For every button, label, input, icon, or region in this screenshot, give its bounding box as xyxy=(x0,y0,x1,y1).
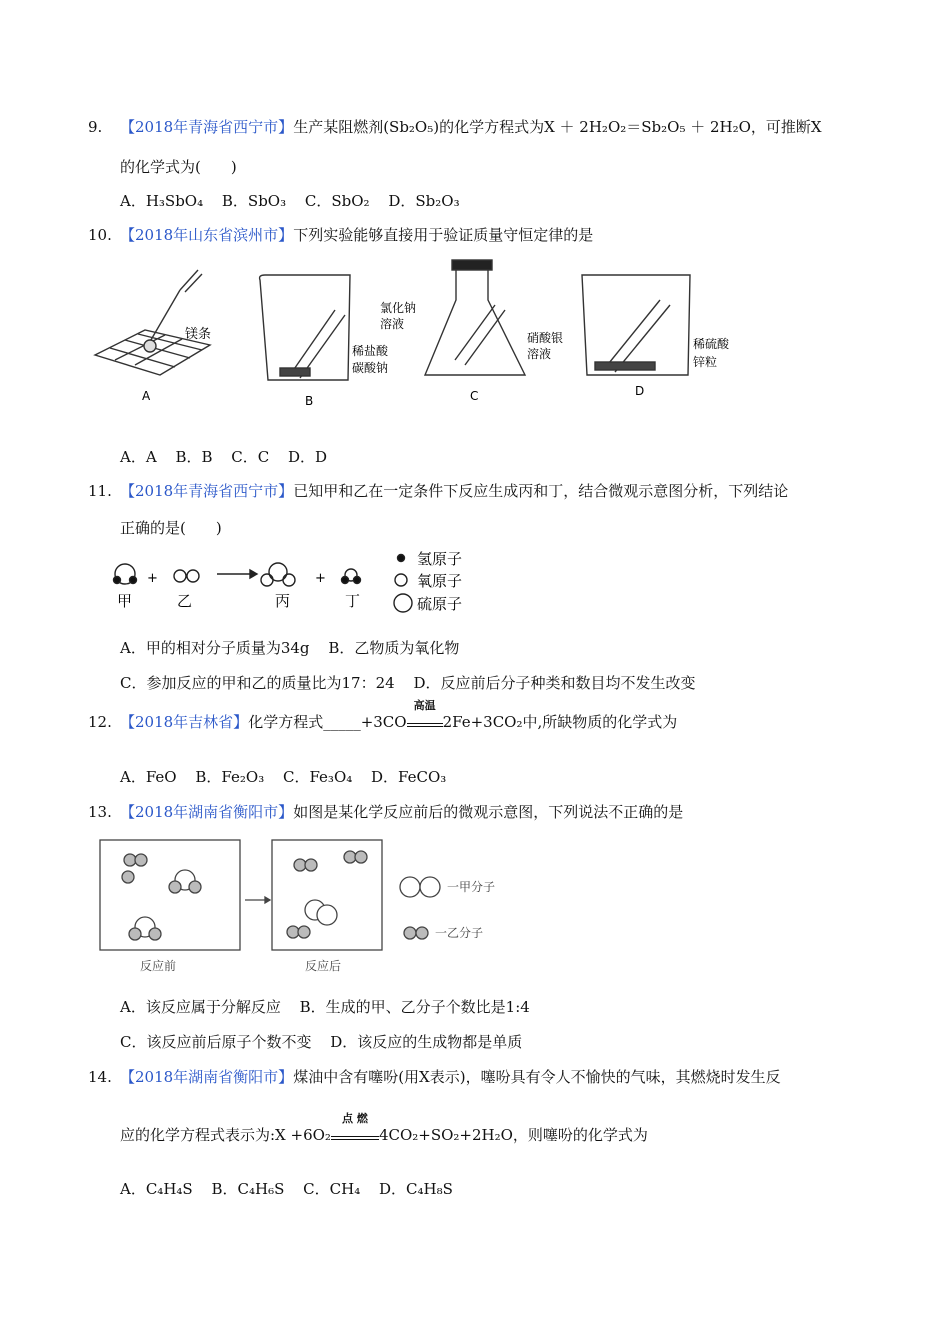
question-12-option-a[interactable]: A．FeO xyxy=(120,768,177,786)
question-13-option-a[interactable]: A．该反应属于分解反应 xyxy=(120,998,281,1016)
question-14-text-line1: 煤油中含有噻吩(用X表示)，噻吩具有令人不愉快的气味，其燃烧时发生反 xyxy=(293,1068,781,1086)
question-13-options-row2 xyxy=(120,1031,536,1053)
question-11-option-b[interactable]: B．乙物质为氧化物 xyxy=(328,639,460,657)
q11-plus-1: + xyxy=(147,571,158,586)
question-14-option-a[interactable]: A．C₄H₄S xyxy=(120,1180,193,1198)
question-14-option-b[interactable]: B．C₄H₆S xyxy=(211,1180,285,1198)
question-13-number: 13. xyxy=(88,803,112,821)
question-13-option-c[interactable]: C．该反应前后原子个数不变 xyxy=(120,1033,312,1051)
question-9-option-d[interactable]: D．Sb₂O₃ xyxy=(388,192,460,210)
question-14-equals-sign xyxy=(331,1112,379,1140)
q13-label-after: 反应后 xyxy=(305,959,342,973)
legend-oxygen: 氧原子 xyxy=(417,572,463,590)
apparatus-c-label1: 氯化钠 xyxy=(380,301,417,315)
question-11-text-line2: 正确的是( ) xyxy=(120,519,222,537)
question-9-number: 9. xyxy=(88,118,103,136)
question-12-option-d[interactable]: D．FeCO₃ xyxy=(371,768,447,786)
question-14-stem xyxy=(120,1066,781,1088)
question-14-number: 14. xyxy=(88,1068,112,1086)
question-12-option-b[interactable]: B．Fe₂O₃ xyxy=(195,768,265,786)
q13-label-before: 反应前 xyxy=(140,959,177,973)
question-13-stem xyxy=(120,801,683,823)
q11-label-yi: 乙 xyxy=(177,592,193,610)
question-12-text-before: 化学方程式_____+3CO xyxy=(248,713,407,731)
question-10-text-line1: 下列实验能够直接用于验证质量守恒定律的是 xyxy=(293,226,594,244)
question-9-text-line1: 生产某阻燃剂(Sb₂O₅)的化学方程式为X ＋ 2H₂O₂＝Sb₂O₅ ＋ 2H₂O，可推断X xyxy=(293,118,822,136)
apparatus-b xyxy=(260,275,350,380)
q11-label-jia: 甲 xyxy=(117,592,133,610)
apparatus-b-label1: 稀盐酸 xyxy=(352,344,389,358)
q13-legend-molecule-a: 一甲分子 xyxy=(447,880,496,894)
question-9-option-c[interactable]: C．SbO₂ xyxy=(304,192,370,210)
question-10-number: 10. xyxy=(88,226,112,244)
question-11-options-row1 xyxy=(120,637,473,659)
question-12-stem xyxy=(120,699,678,733)
question-11-option-c[interactable]: C．参加反应的甲和乙的质量比为17：24 xyxy=(120,674,395,692)
q11-label-bing: 丙 xyxy=(275,592,291,610)
apparatus-c-caption: C xyxy=(470,389,479,403)
apparatus-a xyxy=(95,270,210,375)
question-14-text-before: 应的化学方程式表示为:X +6O₂ xyxy=(120,1126,331,1144)
question-11-stem xyxy=(120,480,788,502)
question-9-option-b[interactable]: B．SbO₃ xyxy=(221,192,287,210)
question-12-number: 12. xyxy=(88,713,112,731)
question-11-option-d[interactable]: D．反应前后分子种类和数目均不发生改变 xyxy=(413,674,696,692)
apparatus-b-caption: B xyxy=(305,394,314,408)
question-13-figure xyxy=(95,835,525,980)
question-9-options xyxy=(120,190,474,212)
question-12-source: 【2018年吉林省】 xyxy=(120,713,249,731)
apparatus-a-label: 镁条 xyxy=(185,327,212,342)
question-14-condition: 点 燃 xyxy=(342,1112,368,1125)
question-11-options-row2 xyxy=(120,672,709,694)
question-14-text-after: 4CO₂+SO₂+2H₂O，则噻吩的化学式为 xyxy=(378,1126,648,1144)
question-14-options xyxy=(120,1178,467,1200)
q11-label-ding: 丁 xyxy=(345,592,361,610)
question-12-options xyxy=(120,766,460,788)
question-9-source: 【2018年青海省西宁市】 xyxy=(120,118,294,136)
question-13-source: 【2018年湖南省衡阳市】 xyxy=(120,803,294,821)
question-14-equation-line xyxy=(120,1112,648,1146)
legend-hydrogen: 氢原子 xyxy=(417,550,463,568)
question-11-source: 【2018年青海省西宁市】 xyxy=(120,482,294,500)
q11-plus-2: + xyxy=(315,571,326,586)
question-10-options xyxy=(120,446,341,468)
q13-legend-molecule-b: 一乙分子 xyxy=(435,926,484,940)
apparatus-d-caption: D xyxy=(635,384,645,398)
apparatus-c xyxy=(425,260,525,375)
question-10-option-a[interactable]: A．A xyxy=(120,448,157,466)
question-9-stem xyxy=(120,116,822,138)
question-10-option-c[interactable]: C．C xyxy=(231,448,270,466)
apparatus-c-label3: 硝酸银 xyxy=(527,331,564,345)
question-10-source: 【2018年山东省滨州市】 xyxy=(120,226,294,244)
question-14-source: 【2018年湖南省衡阳市】 xyxy=(120,1068,294,1086)
question-12-option-c[interactable]: C．Fe₃O₄ xyxy=(282,768,353,786)
question-11-text-line1: 已知甲和乙在一定条件下反应生成丙和丁，结合微观示意图分析，下列结论 xyxy=(293,482,789,500)
question-12-text-after: 2Fe+3CO₂中,所缺物质的化学式为 xyxy=(442,713,678,731)
question-13-option-d[interactable]: D．该反应的生成物都是单质 xyxy=(330,1033,523,1051)
legend-sulfur: 硫原子 xyxy=(417,595,463,613)
question-10-figure xyxy=(90,250,730,420)
question-12-equals-sign xyxy=(407,699,443,727)
question-9-option-a[interactable]: A．H₃SbO₄ xyxy=(120,192,204,210)
question-10-option-d[interactable]: D．D xyxy=(288,448,328,466)
apparatus-c-label4: 溶液 xyxy=(527,347,552,361)
question-12-condition: 高温 xyxy=(413,699,436,712)
question-10-stem xyxy=(120,224,593,246)
question-11-option-a[interactable]: A．甲的相对分子质量为34g xyxy=(120,639,310,657)
before-box xyxy=(100,840,240,950)
apparatus-d xyxy=(582,275,690,375)
question-13-text-line1: 如图是某化学反应前后的微观示意图，下列说法不正确的是 xyxy=(293,803,684,821)
question-9-text-line2: 的化学式为( ) xyxy=(120,158,237,176)
apparatus-a-caption: A xyxy=(142,389,151,403)
question-14-option-c[interactable]: C．CH₄ xyxy=(303,1180,361,1198)
apparatus-b-label2: 碳酸钠 xyxy=(352,361,389,375)
question-13-option-b[interactable]: B．生成的甲、乙分子个数比是1:4 xyxy=(299,998,530,1016)
question-13-options-row1 xyxy=(120,996,544,1018)
apparatus-d-label2: 锌粒 xyxy=(693,355,718,369)
question-11-figure xyxy=(105,548,485,618)
question-10-option-b[interactable]: B．B xyxy=(175,448,213,466)
question-11-number: 11. xyxy=(88,482,112,500)
apparatus-c-label2: 溶液 xyxy=(380,317,405,331)
question-14-option-d[interactable]: D．C₄H₈S xyxy=(379,1180,453,1198)
apparatus-d-label1: 稀硫酸 xyxy=(693,337,730,351)
